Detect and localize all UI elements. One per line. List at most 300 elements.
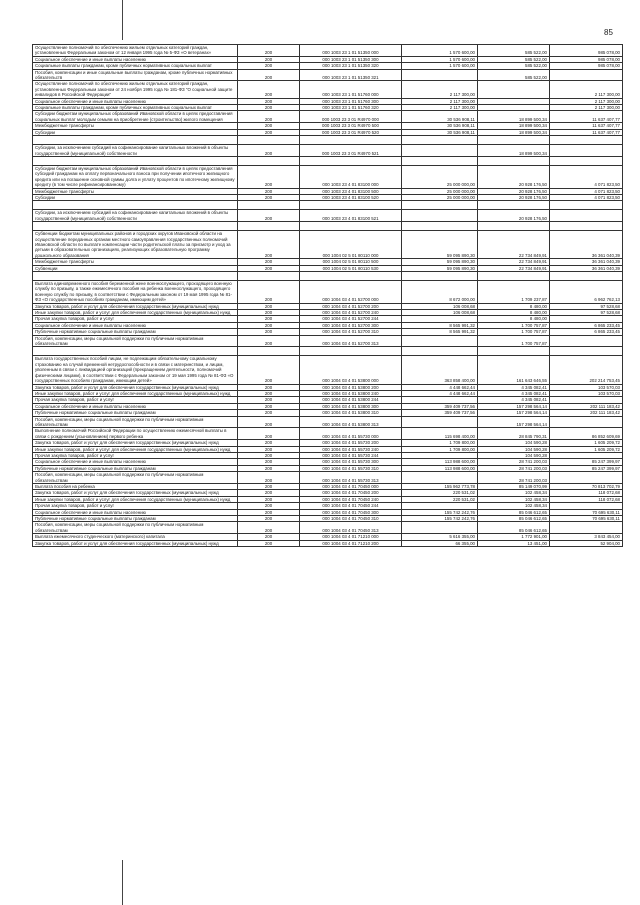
- table-row: [33, 509, 623, 515]
- row-approved-amount: 30 536 908,11: [402, 129, 478, 135]
- row-unexecuted-amount: 2 117 300,00: [550, 105, 623, 111]
- table-row: [33, 403, 623, 409]
- row-code: 200: [238, 397, 300, 403]
- row-kbk-code: 000 1004 03 4 01 55730 300: [300, 459, 402, 465]
- row-unexecuted-amount: 985 078,00: [550, 56, 623, 62]
- row-name: Иные закупки товаров, работ и услуг для обеспечения государственных (муниципальных) нужд: [33, 390, 238, 396]
- table-row: [33, 210, 623, 222]
- row-approved-amount: 66 355,00: [402, 540, 478, 546]
- table-row: [33, 496, 623, 502]
- row-name: Закупка товаров, работ и услуг для обеспечения государственных (муниципальных) нужд: [33, 384, 238, 390]
- row-kbk-code: 000 1004 03 4 01 71210 000: [300, 534, 402, 540]
- row-code: 200: [238, 534, 300, 540]
- row-code: 200: [238, 440, 300, 446]
- table-row: [33, 384, 623, 390]
- spacer-row: [33, 347, 623, 356]
- table-row: [33, 428, 623, 440]
- row-unexecuted-amount: [550, 335, 623, 347]
- row-code: 200: [238, 310, 300, 316]
- row-kbk-code: 000 1003 23 1 01 51350 000: [300, 45, 402, 57]
- row-name: Закупка товаров, работ и услуг для обеспечения государственных (муниципальных) нужд: [33, 440, 238, 446]
- row-executed-amount: 4 345 082,41: [478, 384, 550, 390]
- row-kbk-code: 000 1004 03 4 01 53800 300: [300, 403, 402, 409]
- row-executed-amount: 8 480,00: [478, 310, 550, 316]
- row-unexecuted-amount: 11 637 407,77: [550, 129, 623, 135]
- row-executed-amount: 1 700 757,87: [478, 329, 550, 335]
- row-approved-amount: [402, 522, 478, 534]
- row-executed-amount: 102 458,34: [478, 496, 550, 502]
- empty-cell: [478, 222, 550, 231]
- row-unexecuted-amount: 985 078,00: [550, 63, 623, 69]
- margin-line: [122, 0, 123, 40]
- row-unexecuted-amount: 4 071 823,50: [550, 188, 623, 194]
- row-kbk-code: 000 1004 03 4 01 53800 240: [300, 390, 402, 396]
- row-approved-amount: 5 616 355,00: [402, 534, 478, 540]
- row-kbk-code: 000 1004 03 4 01 52700 240: [300, 310, 402, 316]
- row-name: Публичные нормативные социальные выплаты гражданам: [33, 465, 238, 471]
- row-code: 200: [238, 484, 300, 490]
- row-kbk-code: 000 1004 03 4 01 53800 200: [300, 384, 402, 390]
- row-executed-amount: 28 741 200,03: [478, 465, 550, 471]
- empty-cell: [478, 272, 550, 281]
- row-approved-amount: 25 000 000,00: [402, 188, 478, 194]
- row-executed-amount: 18 899 500,34: [478, 129, 550, 135]
- row-approved-amount: 155 962 773,78: [402, 484, 478, 490]
- row-executed-amount: 85 046 612,65: [478, 522, 550, 534]
- empty-cell: [550, 156, 623, 165]
- row-name: Субсидии бюджетам муниципальных образований Ивановской области в целях предоставления социальных выплат молодым семьям на приобретение (строительство) жилого помещения: [33, 111, 238, 123]
- row-executed-amount: 1 700 757,87: [478, 335, 550, 347]
- row-name: Выплата государственных пособий лицам, не подлежащим обязательному социальному страхованию на случай временной нетрудоспособности и в связи с материнством, и лицам, уволенным в связи с ликвидацией организаций (прекращением деятельности, полномочий физическими лицами), в соответствии с Федеральным законом от 19 мая 1995 года № 81-ФЗ «О государственных пособиях гражданам, имеющим детей»: [33, 356, 238, 384]
- row-approved-amount: 8 565 991,32: [402, 329, 478, 335]
- row-unexecuted-amount: 97 528,68: [550, 303, 623, 309]
- row-name: Закупка товаров, работ и услуг для обеспечения государственных (муниципальных) нужд: [33, 540, 238, 546]
- row-code: 200: [238, 265, 300, 271]
- row-code: 200: [238, 194, 300, 200]
- row-code: 200: [238, 123, 300, 129]
- row-name: Пособия, компенсации, меры социальной поддержки по публичным нормативным обязательствам: [33, 335, 238, 347]
- empty-cell: [33, 156, 238, 165]
- table-row: [33, 310, 623, 316]
- row-kbk-code: 000 1003 23 1 01 51350 300: [300, 56, 402, 62]
- row-code: 200: [238, 490, 300, 496]
- spacer-row: [33, 201, 623, 210]
- row-kbk-code: 000 1004 03 4 01 53800 313: [300, 416, 402, 428]
- table-row: [33, 410, 623, 416]
- row-kbk-code: 000 1004 03 4 01 52700 310: [300, 329, 402, 335]
- empty-cell: [300, 272, 402, 281]
- row-executed-amount: 1 700 757,87: [478, 322, 550, 328]
- row-executed-amount: 28 741 200,03: [478, 459, 550, 465]
- row-name: Выполнение полномочий Российской Федерации по осуществлению ежемесячной выплаты в связи с рождением (усыновлением) первого ребенка: [33, 428, 238, 440]
- row-unexecuted-amount: 118 072,68: [550, 496, 623, 502]
- row-unexecuted-amount: 36 361 040,39: [550, 259, 623, 265]
- row-unexecuted-amount: 11 637 407,77: [550, 111, 623, 123]
- row-kbk-code: 000 1004 03 4 01 70450 300: [300, 509, 402, 515]
- row-kbk-code: 000 1004 03 4 01 70450 310: [300, 516, 402, 522]
- row-name: Закупка товаров, работ и услуг для обеспечения государственных (муниципальных) нужд: [33, 303, 238, 309]
- row-code: 200: [238, 496, 300, 502]
- row-approved-amount: 113 988 600,00: [402, 459, 478, 465]
- row-name: Субвенции: [33, 265, 238, 271]
- row-name: Прочая закупка товаров, работ и услуг: [33, 316, 238, 322]
- table-row: [33, 81, 623, 98]
- row-name: Прочая закупка товаров, работ и услуг: [33, 452, 238, 458]
- empty-cell: [550, 201, 623, 210]
- budget-table: [32, 44, 623, 547]
- row-approved-amount: 4 448 662,44: [402, 390, 478, 396]
- row-code: 200: [238, 231, 300, 259]
- empty-cell: [33, 222, 238, 231]
- row-code: 200: [238, 69, 300, 81]
- row-kbk-code: 000 1004 02 5 01 80110 500: [300, 259, 402, 265]
- row-code: 200: [238, 465, 300, 471]
- empty-cell: [33, 201, 238, 210]
- empty-cell: [478, 156, 550, 165]
- row-code: 200: [238, 509, 300, 515]
- row-unexecuted-amount: [550, 416, 623, 428]
- row-code: 200: [238, 129, 300, 135]
- row-code: 200: [238, 316, 300, 322]
- row-unexecuted-amount: 52 904,00: [550, 540, 623, 546]
- row-kbk-code: 000 1004 03 4 01 52700 200: [300, 303, 402, 309]
- empty-cell: [300, 222, 402, 231]
- row-kbk-code: 000 1003 23 4 01 83100 521: [300, 210, 402, 222]
- row-kbk-code: 000 1003 23 4 01 83100 500: [300, 188, 402, 194]
- table-row: [33, 231, 623, 259]
- row-name: Осуществление полномочий по обеспечению жильем отдельных категорий граждан, установленных Федеральным законом от 24 ноября 1995 года № 181-ФЗ "О социальной защите инвалидов в Российской Федерации": [33, 81, 238, 98]
- empty-cell: [238, 156, 300, 165]
- row-unexecuted-amount: 118 072,68: [550, 490, 623, 496]
- row-approved-amount: 220 531,02: [402, 496, 478, 502]
- row-unexecuted-amount: 4 071 823,50: [550, 165, 623, 188]
- empty-cell: [300, 347, 402, 356]
- row-name: Субвенции бюджетам муниципальных районов и городских округов Ивановской области на осуществление переданных органам местного самоуправления государственных полномочий Ивановской области по выплате компенсации части родительской платы за присмотр и уход за детьми в образовательных организациях, реализующих образовательную программу дошкольного образования: [33, 231, 238, 259]
- table-row: [33, 69, 623, 81]
- empty-cell: [238, 347, 300, 356]
- table-row: [33, 356, 623, 384]
- row-name: Пособия, компенсации, меры социальной поддержки по публичным нормативным обязательствам: [33, 416, 238, 428]
- row-executed-amount: 22 734 849,91: [478, 265, 550, 271]
- table-row: [33, 63, 623, 69]
- row-code: 200: [238, 45, 300, 57]
- row-approved-amount: 1 709 800,00: [402, 446, 478, 452]
- row-executed-amount: 22 734 849,91: [478, 259, 550, 265]
- row-kbk-code: 000 1003 23 3 01 R4970 500: [300, 123, 402, 129]
- row-unexecuted-amount: [550, 472, 623, 484]
- row-executed-amount: 20 928 176,50: [478, 165, 550, 188]
- spacer-row: [33, 156, 623, 165]
- row-kbk-code: 000 1004 03 4 01 55730 313: [300, 472, 402, 484]
- row-unexecuted-amount: 103 570,03: [550, 384, 623, 390]
- row-code: 200: [238, 165, 300, 188]
- row-code: 200: [238, 322, 300, 328]
- row-name: Субсидии: [33, 194, 238, 200]
- row-code: 200: [238, 516, 300, 522]
- row-kbk-code: 000 1004 03 4 01 55730 310: [300, 465, 402, 471]
- row-unexecuted-amount: 97 528,68: [550, 310, 623, 316]
- row-name: Субсидии, за исключением субсидий на софинансирование капитальных вложений в объекты государственной (муниципальной) собственности: [33, 145, 238, 157]
- empty-cell: [402, 201, 478, 210]
- row-kbk-code: 000 1003 23 3 01 R4970 521: [300, 145, 402, 157]
- row-code: 200: [238, 259, 300, 265]
- row-executed-amount: 102 458,34: [478, 490, 550, 496]
- empty-cell: [238, 222, 300, 231]
- row-unexecuted-amount: 70 695 630,11: [550, 516, 623, 522]
- row-approved-amount: 30 536 908,11: [402, 123, 478, 129]
- row-executed-amount: 20 928 176,50: [478, 210, 550, 222]
- row-name: Пособия, компенсации и иные социальные выплаты гражданам, кроме публичных нормативных обязательств: [33, 69, 238, 81]
- row-executed-amount: 585 522,00: [478, 45, 550, 57]
- row-executed-amount: 18 899 500,34: [478, 111, 550, 123]
- row-name: Социальное обеспечение и иные выплаты населению: [33, 322, 238, 328]
- row-code: 200: [238, 410, 300, 416]
- row-approved-amount: 106 008,68: [402, 303, 478, 309]
- row-approved-amount: 106 008,68: [402, 310, 478, 316]
- empty-cell: [33, 347, 238, 356]
- page-number: 85: [604, 28, 613, 37]
- row-kbk-code: 000 1003 23 4 01 83100 520: [300, 194, 402, 200]
- row-name: Иные закупки товаров, работ и услуг для обеспечения государственных (муниципальных) нужд: [33, 496, 238, 502]
- empty-cell: [478, 347, 550, 356]
- row-kbk-code: 000 1004 03 4 01 52700 244: [300, 316, 402, 322]
- table-row: [33, 281, 623, 304]
- row-approved-amount: 25 000 000,00: [402, 165, 478, 188]
- row-code: 200: [238, 145, 300, 157]
- empty-cell: [402, 347, 478, 356]
- row-unexecuted-amount: 70 813 702,79: [550, 484, 623, 490]
- empty-cell: [33, 272, 238, 281]
- row-approved-amount: 8 565 991,32: [402, 322, 478, 328]
- row-unexecuted-amount: [550, 69, 623, 81]
- row-executed-amount: 85 149 070,99: [478, 484, 550, 490]
- row-name: Межбюджетные трансферты: [33, 188, 238, 194]
- row-approved-amount: [402, 416, 478, 428]
- empty-cell: [402, 136, 478, 145]
- row-name: Социальное обеспечение и иные выплаты населению: [33, 509, 238, 515]
- row-executed-amount: 1 772 901,00: [478, 534, 550, 540]
- row-executed-amount: 85 046 612,65: [478, 516, 550, 522]
- row-unexecuted-amount: 1 605 209,72: [550, 446, 623, 452]
- row-code: 200: [238, 403, 300, 409]
- row-approved-amount: 113 988 600,00: [402, 465, 478, 471]
- row-code: 200: [238, 416, 300, 428]
- table-row: [33, 516, 623, 522]
- row-code: 200: [238, 281, 300, 304]
- row-unexecuted-amount: 202 111 183,42: [550, 403, 623, 409]
- row-executed-amount: 4 345 082,41: [478, 390, 550, 396]
- row-executed-amount: 8 480,00: [478, 303, 550, 309]
- row-approved-amount: 59 095 890,30: [402, 259, 478, 265]
- table-row: [33, 534, 623, 540]
- row-kbk-code: 000 1003 23 1 01 51760 320: [300, 105, 402, 111]
- table-row: [33, 329, 623, 335]
- row-approved-amount: 59 095 890,30: [402, 265, 478, 271]
- empty-cell: [550, 222, 623, 231]
- row-code: 200: [238, 81, 300, 98]
- row-code: 200: [238, 452, 300, 458]
- empty-cell: [402, 156, 478, 165]
- table-row: [33, 303, 623, 309]
- row-approved-amount: 1 570 600,00: [402, 45, 478, 57]
- table-row: [33, 390, 623, 396]
- row-name: Социальное обеспечение и иные выплаты населению: [33, 56, 238, 62]
- row-kbk-code: 000 1004 03 4 01 70450 313: [300, 522, 402, 534]
- row-name: Иные закупки товаров, работ и услуг для обеспечения государственных (муниципальных) нужд: [33, 446, 238, 452]
- row-code: 200: [238, 503, 300, 509]
- table-row: [33, 446, 623, 452]
- row-executed-amount: 585 522,00: [478, 69, 550, 81]
- row-approved-amount: [402, 335, 478, 347]
- row-executed-amount: 20 928 176,50: [478, 194, 550, 200]
- row-kbk-code: 000 1003 23 1 01 51350 321: [300, 69, 402, 81]
- row-kbk-code: 000 1003 23 1 01 51350 320: [300, 63, 402, 69]
- row-kbk-code: 000 1004 03 4 01 53800 244: [300, 397, 402, 403]
- row-code: 200: [238, 446, 300, 452]
- row-code: 200: [238, 540, 300, 546]
- row-name: Социальное обеспечение и иные выплаты населению: [33, 403, 238, 409]
- empty-cell: [300, 201, 402, 210]
- row-approved-amount: 4 448 662,44: [402, 384, 478, 390]
- row-code: 200: [238, 98, 300, 104]
- row-name: Публичные нормативные социальные выплаты гражданам: [33, 329, 238, 335]
- row-executed-amount: 85 046 612,65: [478, 509, 550, 515]
- row-approved-amount: 220 531,02: [402, 490, 478, 496]
- row-unexecuted-amount: 36 361 040,39: [550, 265, 623, 271]
- row-kbk-code: 000 1004 02 5 01 80110 000: [300, 231, 402, 259]
- row-kbk-code: 000 1004 03 4 01 70450 240: [300, 496, 402, 502]
- row-code: 200: [238, 303, 300, 309]
- row-executed-amount: 585 522,00: [478, 63, 550, 69]
- row-code: 200: [238, 188, 300, 194]
- row-executed-amount: 28 741 200,03: [478, 472, 550, 484]
- row-code: 200: [238, 105, 300, 111]
- table-row: [33, 56, 623, 62]
- table-row: [33, 465, 623, 471]
- row-name: Закупка товаров, работ и услуг для обеспечения государственных (муниципальных) нужд: [33, 490, 238, 496]
- row-unexecuted-amount: 11 637 407,77: [550, 123, 623, 129]
- row-executed-amount: 20 928 176,50: [478, 188, 550, 194]
- row-approved-amount: 30 536 908,11: [402, 111, 478, 123]
- row-name: Социальное обеспечение и иные выплаты населению: [33, 459, 238, 465]
- row-unexecuted-amount: 85 247 399,97: [550, 459, 623, 465]
- table-row: [33, 540, 623, 546]
- row-name: Социальные выплаты гражданам, кроме публичных нормативных социальных выплат: [33, 105, 238, 111]
- empty-cell: [550, 136, 623, 145]
- row-kbk-code: 000 1004 03 4 01 70450 000: [300, 484, 402, 490]
- row-unexecuted-amount: 85 247 399,97: [550, 465, 623, 471]
- empty-cell: [300, 136, 402, 145]
- row-executed-amount: 8 480,00: [478, 316, 550, 322]
- table-row: [33, 416, 623, 428]
- row-name: Субсидии бюджетам муниципальных образований Ивановской области в целях предоставления субсидий гражданам на оплату первоначального взноса при получении ипотечного жилищного кредита или на погашение основной суммы долга и уплату процентов по ипотечному жилищному кредиту (в том числе рефинансированному): [33, 165, 238, 188]
- empty-cell: [238, 201, 300, 210]
- row-unexecuted-amount: 2 117 300,00: [550, 98, 623, 104]
- row-kbk-code: 000 1004 03 4 01 53800 310: [300, 410, 402, 416]
- row-approved-amount: 8 672 000,00: [402, 281, 478, 304]
- empty-cell: [33, 136, 238, 145]
- row-executed-amount: 1 709 237,87: [478, 281, 550, 304]
- empty-cell: [550, 272, 623, 281]
- row-executed-amount: 157 298 564,14: [478, 416, 550, 428]
- row-code: 200: [238, 56, 300, 62]
- empty-cell: [478, 201, 550, 210]
- row-code: 200: [238, 522, 300, 534]
- row-unexecuted-amount: 2 117 300,00: [550, 81, 623, 98]
- row-approved-amount: 1 709 800,00: [402, 440, 478, 446]
- row-kbk-code: 000 1004 03 4 01 55730 244: [300, 452, 402, 458]
- margin-line: [122, 860, 123, 905]
- row-kbk-code: 000 1004 03 4 01 71210 200: [300, 540, 402, 546]
- row-approved-amount: 359 409 737,56: [402, 403, 478, 409]
- row-code: 200: [238, 459, 300, 465]
- row-kbk-code: 000 1004 03 4 01 52700 000: [300, 281, 402, 304]
- row-kbk-code: 000 1003 23 3 01 R4970 520: [300, 129, 402, 135]
- row-kbk-code: 000 1003 23 3 01 R4970 000: [300, 111, 402, 123]
- row-approved-amount: [402, 472, 478, 484]
- row-approved-amount: 1 570 600,00: [402, 63, 478, 69]
- row-executed-amount: 585 522,00: [478, 56, 550, 62]
- row-code: 200: [238, 384, 300, 390]
- row-code: 200: [238, 472, 300, 484]
- row-kbk-code: 000 1004 02 5 01 80110 530: [300, 265, 402, 271]
- row-approved-amount: 2 117 300,00: [402, 98, 478, 104]
- row-unexecuted-amount: [550, 145, 623, 157]
- row-unexecuted-amount: 3 843 454,00: [550, 534, 623, 540]
- row-name: Прочая закупка товаров, работ и услуг: [33, 503, 238, 509]
- row-approved-amount: 2 117 300,00: [402, 81, 478, 98]
- row-approved-amount: 155 742 242,76: [402, 509, 478, 515]
- row-executed-amount: 22 734 849,91: [478, 231, 550, 259]
- row-approved-amount: 59 095 890,30: [402, 231, 478, 259]
- row-executed-amount: 4 345 082,41: [478, 397, 550, 403]
- row-unexecuted-amount: 103 570,03: [550, 390, 623, 396]
- row-name: Субсидии: [33, 129, 238, 135]
- row-unexecuted-amount: [550, 522, 623, 534]
- spacer-row: [33, 222, 623, 231]
- row-code: 200: [238, 428, 300, 440]
- row-kbk-code: 000 1004 03 4 01 70450 200: [300, 490, 402, 496]
- table-row: [33, 145, 623, 157]
- row-approved-amount: [402, 145, 478, 157]
- spacer-row: [33, 272, 623, 281]
- row-code: 200: [238, 111, 300, 123]
- row-executed-amount: 157 298 564,14: [478, 410, 550, 416]
- empty-cell: [402, 272, 478, 281]
- row-approved-amount: [402, 210, 478, 222]
- row-name: Иные закупки товаров, работ и услуг для обеспечения государственных (муниципальных) нужд: [33, 310, 238, 316]
- row-name: Социальные выплаты гражданам, кроме публичных нормативных социальных выплат: [33, 63, 238, 69]
- row-name: Пособия, компенсации, меры социальной поддержки по публичным нормативным обязательствам: [33, 472, 238, 484]
- row-code: 200: [238, 210, 300, 222]
- row-name: Социальное обеспечение и иные выплаты населению: [33, 98, 238, 104]
- row-code: 200: [238, 63, 300, 69]
- row-name: Выплата единовременного пособия беременной жене военнослужащего, проходящего военную службу по призыву, а также ежемесячного пособия на ребенка военнослужащего, проходящего военную службу по призыву, в соответствии с Федеральным законом от 19 мая 1995 года № 81-ФЗ «О государственных пособиях гражданам, имеющим детей»: [33, 281, 238, 304]
- row-approved-amount: 2 117 300,00: [402, 105, 478, 111]
- table-row: [33, 111, 623, 123]
- row-name: Выплата пособия на ребенка: [33, 484, 238, 490]
- row-unexecuted-amount: [550, 210, 623, 222]
- table-row: [33, 165, 623, 188]
- row-kbk-code: 000 1003 23 1 01 51760 000: [300, 81, 402, 98]
- row-approved-amount: 1 570 600,00: [402, 56, 478, 62]
- spacer-row: [33, 136, 623, 145]
- row-code: 200: [238, 356, 300, 384]
- row-name: Прочая закупка товаров, работ и услуг: [33, 397, 238, 403]
- row-name: Выплата ежемесячного студенческого (материнского) капитала: [33, 534, 238, 540]
- row-approved-amount: 359 409 737,56: [402, 410, 478, 416]
- row-executed-amount: 102 458,34: [478, 503, 550, 509]
